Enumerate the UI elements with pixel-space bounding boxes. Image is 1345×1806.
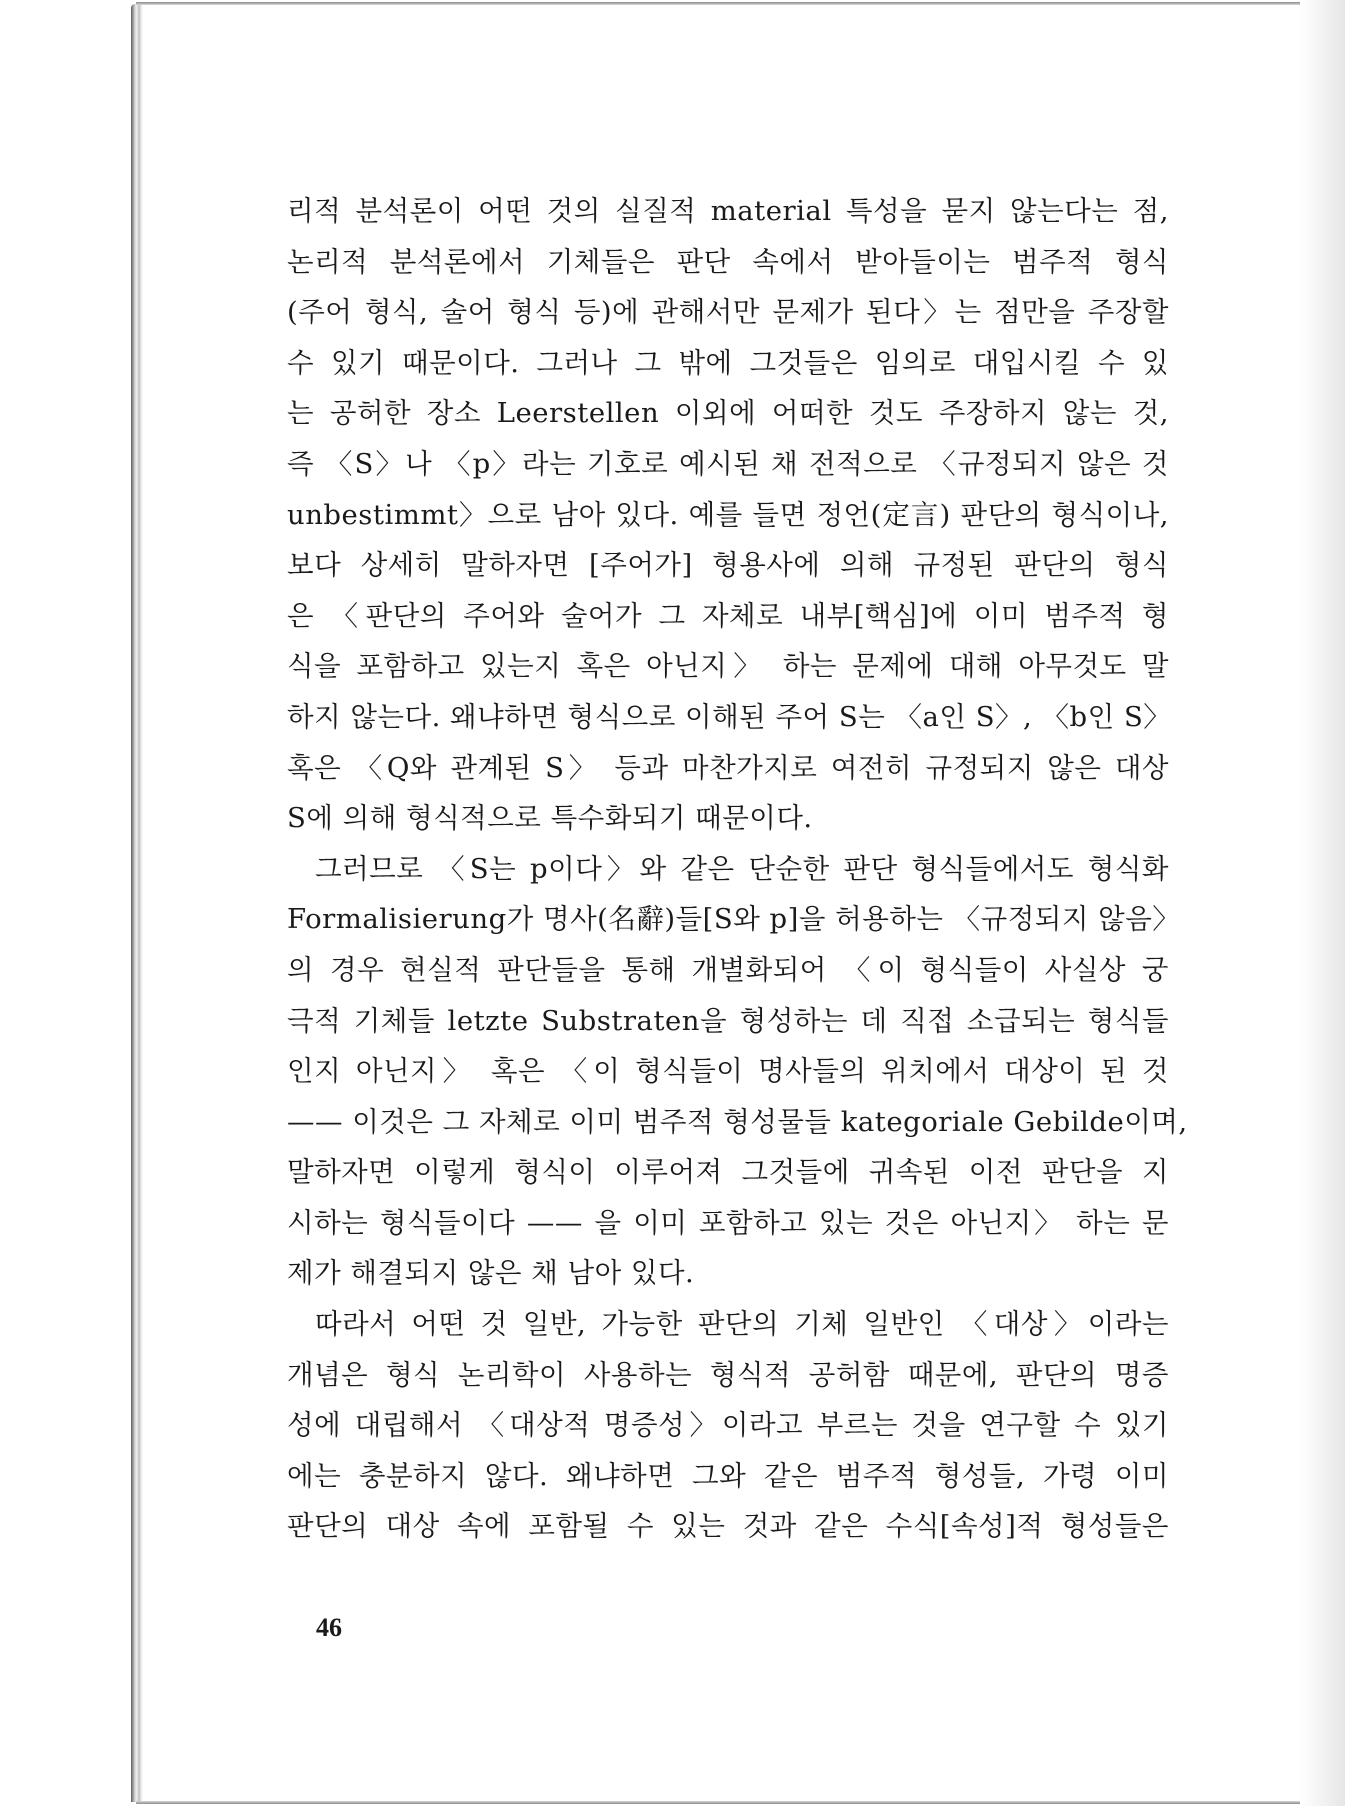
text-line: 하지 않는다. 왜냐하면 형식으로 이해된 주어 S는 〈a인 S〉, 〈b인 S〉 bbox=[287, 700, 1172, 733]
page-number: 46 bbox=[316, 1613, 342, 1642]
text-line: 은 〈판단의 주어와 술어가 그 자체로 내부[핵심]에 이미 범주적 형 bbox=[287, 599, 1169, 632]
text-line: 수 있기 때문이다. 그러나 그 밖에 그것들은 임의로 대입시킬 수 있 bbox=[287, 346, 1169, 379]
page-bottom-edge bbox=[136, 1801, 1316, 1804]
text-line: 판단의 대상 속에 포함될 수 있는 것과 같은 수식[속성]적 형성들은 bbox=[287, 1510, 1169, 1543]
text-line: 말하자면 이렇게 형식이 이루어져 그것들에 귀속된 이전 판단을 지 bbox=[287, 1156, 1169, 1189]
text-line: 그러므로 〈S는 p이다〉와 같은 단순한 판단 형식들에서도 형식화 bbox=[315, 852, 1169, 885]
page-gutter-shadow bbox=[1300, 0, 1345, 1806]
text-line: 따라서 어떤 것 일반, 가능한 판단의 기체 일반인 〈대상〉이라는 bbox=[315, 1308, 1169, 1341]
text-line: 개념은 형식 논리학이 사용하는 형식적 공허함 때문에, 판단의 명증 bbox=[287, 1358, 1169, 1391]
text-line: 에는 충분하지 않다. 왜냐하면 그와 같은 범주적 형성들, 가령 이미 bbox=[287, 1459, 1169, 1492]
text-line: —— 이것은 그 자체로 이미 범주적 형성물들 kategoriale Gebilde이며, bbox=[287, 1105, 1188, 1138]
text-line: 의 경우 현실적 판단들을 통해 개별화되어 〈이 형식들이 사실상 궁 bbox=[287, 953, 1169, 986]
text-line: 혹은 〈Q와 관계된 S〉 등과 마찬가지로 여전히 규정되지 않은 대상 bbox=[287, 751, 1169, 784]
text-line: Formalisierung가 명사(名辭)들[S와 p]을 허용하는 〈규정되지 않음〉 bbox=[287, 903, 1181, 936]
text-line: 식을 포함하고 있는지 혹은 아닌지〉 하는 문제에 대해 아무것도 말 bbox=[287, 650, 1169, 683]
page-stack-edge bbox=[131, 4, 143, 1802]
text-line: 는 공허한 장소 Leerstellen 이외에 어떠한 것도 주장하지 않는 것, bbox=[287, 397, 1169, 430]
text-line: 성에 대립해서 〈대상적 명증성〉이라고 부르는 것을 연구할 수 있기 bbox=[287, 1409, 1169, 1442]
text-line: 보다 상세히 말하자면 [주어가] 형용사에 의해 규정된 판단의 형식 bbox=[287, 549, 1169, 582]
text-line: 극적 기체들 letzte Substraten을 형성하는 데 직접 소급되는 형식들 bbox=[287, 1004, 1169, 1037]
page-top-edge bbox=[136, 2, 1316, 5]
text-line: 리적 분석론이 어떤 것의 실질적 material 특성을 묻지 않는다는 점, bbox=[287, 195, 1169, 227]
text-line: unbestimmt〉으로 남아 있다. 예를 들면 정언(定言) 판단의 형식이나, bbox=[287, 498, 1169, 531]
text-line: 즉 〈S〉나 〈p〉라는 기호로 예시된 채 전적으로 〈규정되지 않은 것 bbox=[287, 447, 1169, 480]
text-line: (주어 형식, 술어 형식 등)에 관해서만 문제가 된다〉는 점만을 주장할 bbox=[287, 296, 1169, 329]
body-text bbox=[287, 186, 1188, 1552]
text-line: 논리적 분석론에서 기체들은 판단 속에서 받아들이는 범주적 형식 bbox=[287, 245, 1169, 278]
text-line: S에 의해 형식적으로 특수화되기 때문이다. bbox=[287, 802, 813, 835]
text-line: 시하는 형식들이다 —— 을 이미 포함하고 있는 것은 아닌지〉 하는 문 bbox=[287, 1206, 1169, 1239]
text-line: 인지 아닌지〉 혹은 〈이 형식들이 명사들의 위치에서 대상이 된 것 bbox=[287, 1055, 1169, 1088]
text-line: 제가 해결되지 않은 채 남아 있다. bbox=[287, 1257, 695, 1290]
